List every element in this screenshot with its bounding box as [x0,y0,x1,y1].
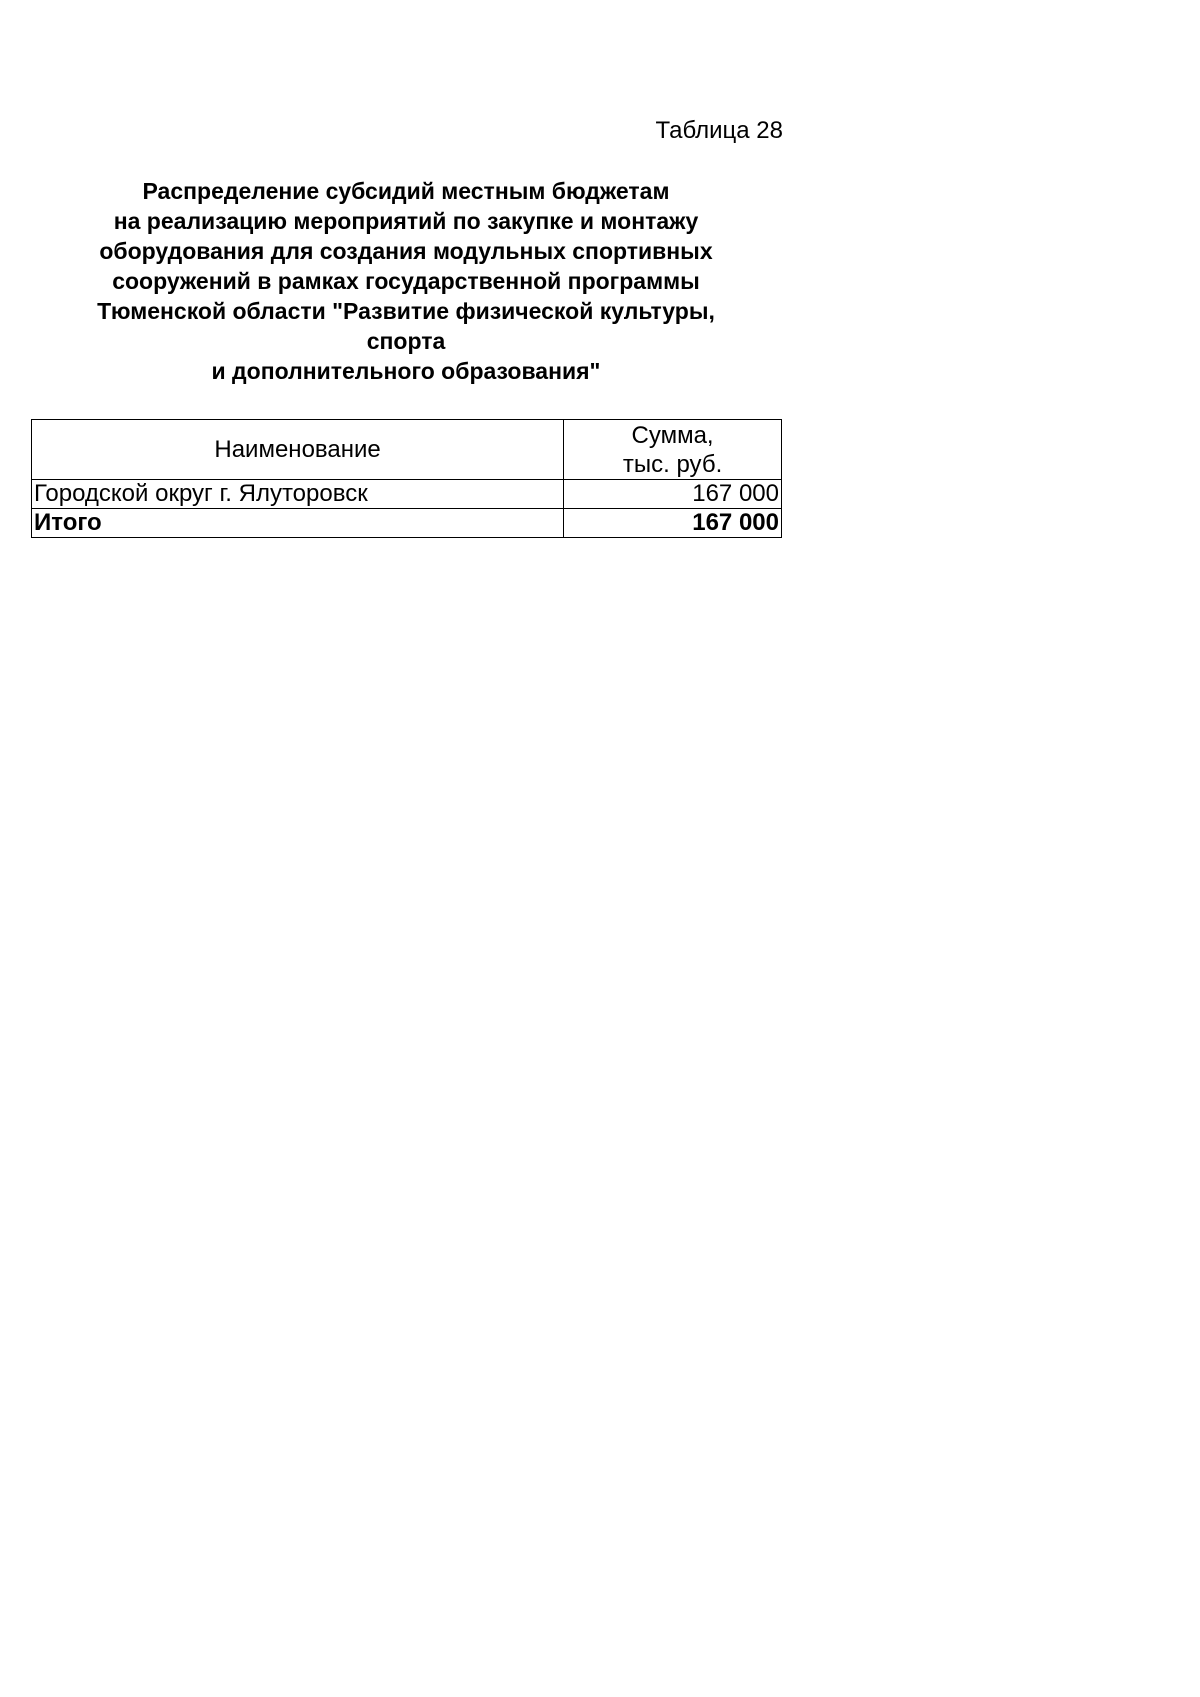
table-header-row [32,420,782,480]
title-line: спорта [366,328,446,354]
subsidy-table [31,419,782,538]
total-sum-cell: 167 000 [564,509,782,538]
document-title [31,176,781,386]
table-row [32,480,782,509]
row-sum-cell: 167 000 [564,480,782,509]
title-line: Тюменской области "Развитие физической культуры, [97,298,715,324]
header-sum-line: Сумма, [631,421,714,449]
title-line: оборудования для создания модульных спортивных [99,238,713,264]
total-label-cell: Итого [32,509,564,538]
title-line: Распределение субсидий местным бюджетам [142,178,670,204]
table-number: Таблица 28 [655,117,783,144]
total-row [32,509,782,538]
title-line: на реализацию мероприятий по закупке и монтажу [113,208,699,234]
header-sum [564,420,782,480]
title-line: сооружений в рамках государственной программы [112,268,700,294]
title-line: и дополнительного образования" [211,358,601,384]
row-name-cell: Городской округ г. Ялуторовск [32,480,564,509]
header-sum-line: тыс. руб. [622,450,723,478]
header-name: Наименование [32,420,564,480]
